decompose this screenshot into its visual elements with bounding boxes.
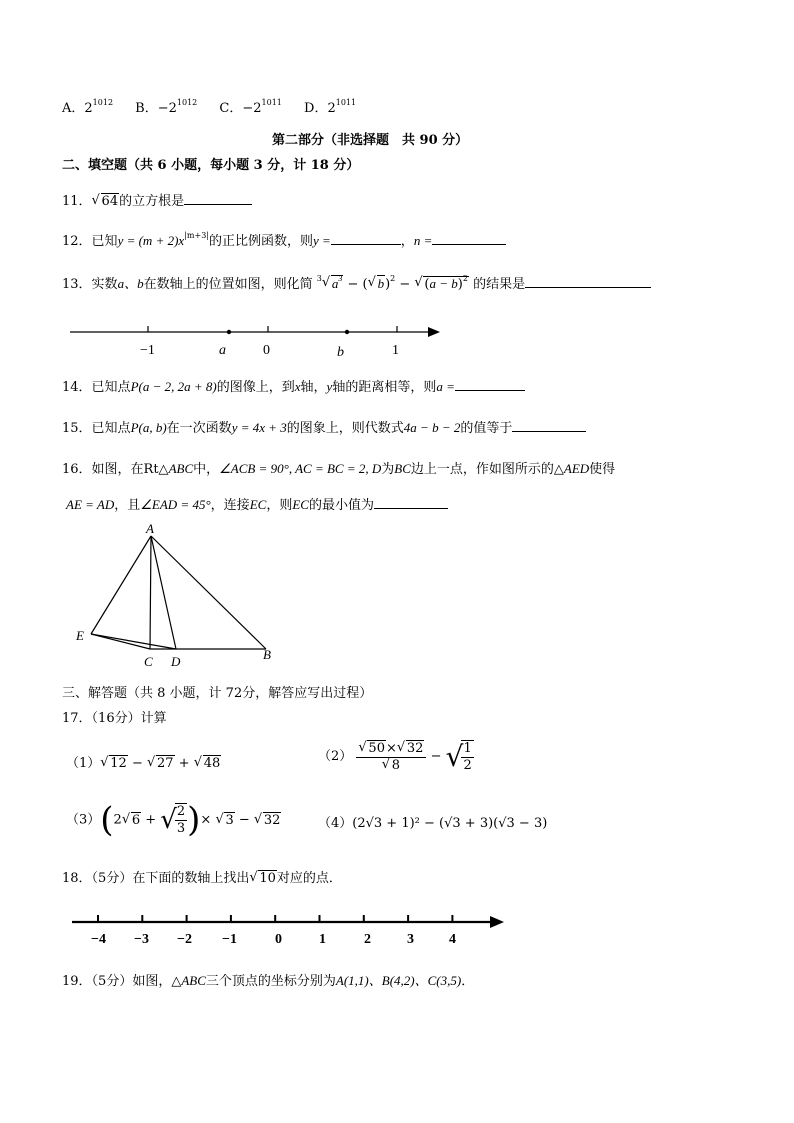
q13-number-line — [60, 318, 460, 362]
question-18: 18．（5分）在下面的数轴上找出√ 10对应的点． — [62, 870, 342, 888]
tick-label-4: 4 — [449, 932, 456, 947]
section3-title: 三、解答题（共 8 小题，计 72分，解答应写出过程） — [62, 686, 373, 701]
answer-blank[interactable] — [525, 275, 651, 288]
q17-part2: （2） √ 50×√ 32 √ 8 − √ $\frac{1}{2}$ — [318, 740, 474, 774]
q16-figure — [70, 520, 290, 670]
part2-title: 第二部分（非选择题 共 90 分） — [272, 133, 469, 148]
answer-blank[interactable] — [374, 496, 448, 509]
question-14: 14．已知点P(a − 2, 2a + 8)的图像上，到x轴，y轴的距离相等，则a = — [62, 378, 525, 397]
option-c: C．$-2^{1011}$ — [219, 98, 282, 116]
question-11: 11．√ 64的立方根是 — [62, 192, 252, 211]
q18-number-line — [66, 908, 516, 950]
question-12: 12．已知$y = (m + 2)x^{|m+3|}$的正比例函数，则y = ，n = — [62, 232, 506, 251]
answer-blank[interactable] — [184, 192, 252, 205]
fig-label-d: D — [171, 654, 181, 669]
q10-options — [62, 100, 356, 118]
answer-blank-y[interactable] — [331, 232, 401, 245]
q17-part3: （3）(2√ 6 + √ $\frac{2}{3}$ )× √ 3 − √ 32 — [66, 803, 281, 837]
tick-label-neg3: −3 — [134, 932, 149, 947]
fig-label-a: A — [146, 521, 154, 536]
answer-blank[interactable] — [512, 419, 586, 432]
fig-label-c: C — [144, 654, 153, 669]
tick-label-neg2: −2 — [177, 932, 192, 947]
q13-expression: $^3$√ $a^3$ − (√ b)$^2$ − √ $(a - b)^2$ — [317, 277, 469, 292]
tick-label-1: 1 — [319, 932, 326, 947]
question-19: 19．（5分）如图，△ABC三个顶点的坐标分别为A(1,1)、B(4,2)、C(3,5)． — [62, 973, 475, 989]
question-15: 15．已知点P(a, b)在一次函数y = 4x + 3的图象上，则代数式4a − b − 2的值等于 — [62, 419, 586, 438]
option-a: A．$2^{1012}$ — [62, 98, 114, 116]
fig-label-e: E — [76, 628, 84, 643]
question-16-line2: AE = AD，且∠EAD = 45°，连接EC，则EC的最小值为 — [66, 496, 448, 515]
question-13: 13．实数a、b在数轴上的位置如图，则化简 $^3$√ $a^3$ − (√ b)$^2$ − √ $(a - b)^2$ 的结果是 — [62, 275, 651, 294]
tick-label-2: 2 — [364, 932, 371, 947]
tick-label-3: 3 — [407, 932, 414, 947]
tick-label-neg1: −1 — [222, 932, 237, 947]
answer-blank[interactable] — [455, 378, 525, 391]
answer-blank-n[interactable] — [432, 232, 506, 245]
nl-label-b: b — [337, 345, 344, 360]
tick-label-neg4: −4 — [91, 932, 106, 947]
nl-label-1: 1 — [392, 343, 399, 358]
question-16-line1: 16．如图，在Rt△ABC中，∠ACB = 90°, AC = BC = 2, D为BC边上一点，作如图所示的△AED使得 — [62, 461, 616, 477]
nl-label-0: 0 — [263, 343, 270, 358]
option-b: B．$-2^{1012}$ — [135, 98, 198, 116]
q17-part4: （4）(2√3 + 1)² − (√3 + 3)(√3 − 3) — [318, 816, 548, 831]
q17-part1: （1）√ 12 − √ 27 + √ 48 — [66, 755, 221, 773]
question-17-title: 17．（16分）计算 — [62, 711, 167, 726]
option-d: D．$2^{1011}$ — [304, 98, 357, 116]
tick-label-0: 0 — [275, 932, 282, 947]
nl-label-a: a — [219, 343, 226, 358]
fig-label-b: B — [263, 647, 271, 662]
section2-title: 二、填空题（共 6 小题，每小题 3 分，计 18 分） — [62, 158, 360, 173]
nl-label-neg1: −1 — [140, 343, 155, 358]
